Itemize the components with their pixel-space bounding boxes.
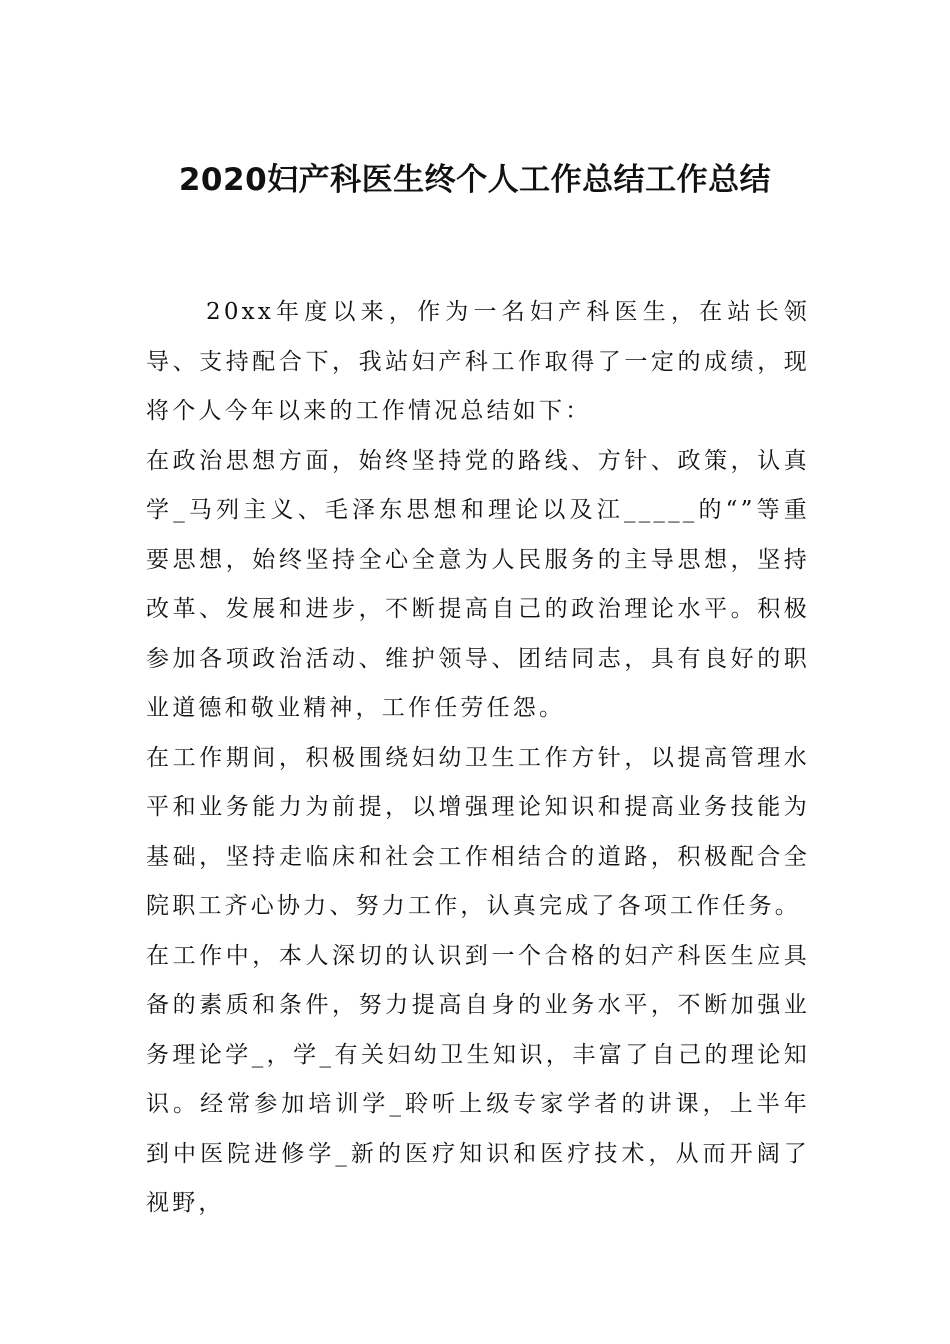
paragraph-intro: 20xx年度以来，作为一名妇产科医生，在站长领导、支持配合下，我站妇产科工作取得了一定的成绩，现将个人今年以来的工作情况总结如下： (146, 299, 810, 424)
document-body (146, 288, 810, 1229)
paragraph-work-period: 在工作期间，积极围绕妇幼卫生工作方针，以提高管理水平和业务能力为前提，以增强理论知识和提高业务技能为基础，坚持走临床和社会工作相结合的道路，积极配合全院职工齐心协力、努力工作，认真完成了各项工作任务。 (146, 744, 810, 919)
paragraph-work-learning: 在工作中，本人深切的认识到一个合格的妇产科医生应具备的素质和条件，努力提高自身的业务水平，不断加强业务理论学_，学_有关妇幼卫生知识，丰富了自己的理论知识。经常参加培训学_聆听上级专家学者的讲课，上半年到中医院进修学_新的医疗知识和医疗技术，从而开阔了视野， (146, 942, 810, 1216)
document-title: 2020妇产科医生终个人工作总结工作总结 (178, 162, 772, 198)
paragraph-political: 在政治思想方面，始终坚持党的路线、方针、政策，认真学_马列主义、毛泽东思想和理论以及江_____的“”等重要思想，始终坚持全心全意为人民服务的主导思想，坚持改革、发展和进步，不断提高自己的政治理论水平。积极参加各项政治活动、维护领导、团结同志，具有良好的职业道德和敬业精神，工作任劳任怨。 (146, 447, 810, 721)
